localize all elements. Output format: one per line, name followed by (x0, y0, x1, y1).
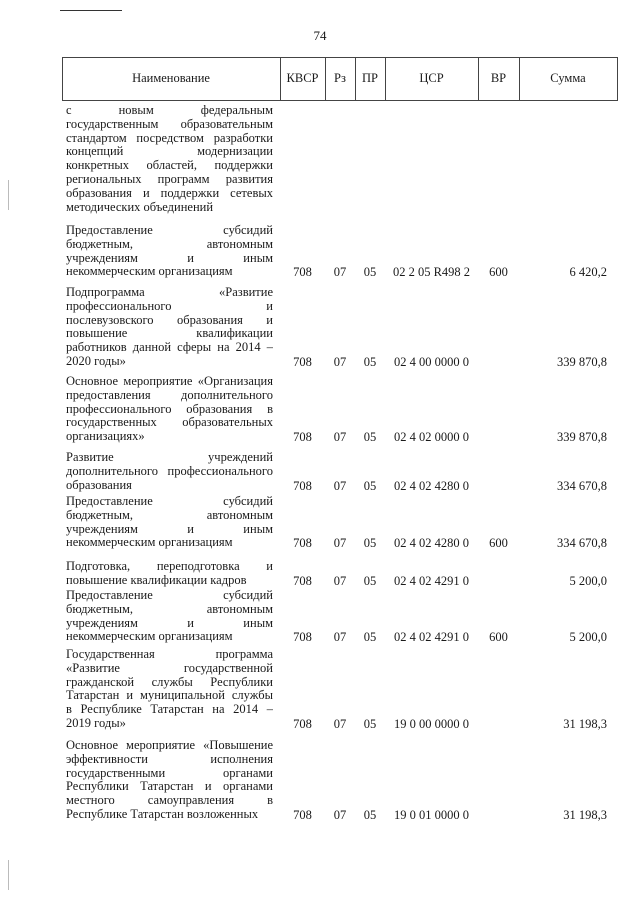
sum-cell: 31 198,3 (563, 808, 607, 822)
row-name-line: эффективности исполнения (66, 752, 273, 766)
row-name-line: Государственная программа (66, 648, 273, 661)
row-name-line: концепций модернизации (66, 145, 273, 159)
rz-cell: 07 (333, 265, 347, 280)
header-sum: Сумма (550, 71, 586, 85)
row-name-line: учреждениям и иным (66, 251, 273, 265)
row-name-line: с новым федеральным (66, 104, 273, 117)
page-number: 74 (313, 28, 327, 43)
row-name (66, 589, 273, 644)
sum-cell: 6 420,2 (569, 265, 607, 280)
row-name-line: государственных образовательных (66, 416, 273, 430)
row-name (66, 739, 273, 822)
row-name-line: предоставления дополнительного (66, 388, 273, 402)
pr-cell: 05 (363, 573, 377, 588)
rz-cell: 07 (333, 808, 347, 822)
top-rule (60, 10, 122, 11)
row-name-line: 2020 годы» (66, 354, 126, 368)
rz-cell: 07 (333, 630, 347, 645)
sum-cell: 334 670,8 (557, 536, 607, 551)
row-name-line: учреждениям и иным (66, 522, 273, 536)
row-name-line: Республики Татарстан и органами (66, 780, 273, 794)
row-name-line: образования и поддержки сетевых (66, 186, 273, 200)
row-name-line: региональных программ развития (66, 172, 273, 186)
row-name-line: повышение квалификации (66, 327, 273, 341)
kvsr-cell: 708 (293, 573, 312, 588)
row-name-line: некоммерческим организациям (66, 536, 233, 550)
kvsr-cell: 708 (293, 808, 312, 822)
row-name-line: некоммерческим организациям (66, 265, 233, 279)
row-name-line: стандартом посредством разработки (66, 131, 273, 145)
csr-cell: 02 4 02 4291 0 (394, 630, 469, 645)
header-kvsr: КВСР (286, 71, 319, 85)
row-name-line: образования (66, 478, 132, 492)
csr-cell: 02 4 02 4280 0 (394, 536, 469, 551)
header-pr: ПР (362, 71, 378, 85)
row-name (66, 495, 273, 550)
header-rz: Рз (334, 71, 346, 85)
rz-cell: 07 (333, 355, 347, 369)
row-name-line: Развитие учреждений (66, 451, 273, 464)
header-name: Наименование (132, 71, 210, 85)
csr-cell: 02 2 05 R498 2 (392, 265, 471, 280)
margin-mark (8, 860, 9, 890)
kvsr-cell: 708 (293, 630, 312, 645)
row-name-line: гражданской службы Республики (66, 675, 273, 689)
header-vr: ВР (490, 71, 507, 85)
rz-cell: 07 (333, 478, 347, 493)
row-name-line: дополнительного профессионального (66, 464, 273, 478)
margin-mark (8, 180, 9, 210)
row-name-line: Предоставление субсидий (66, 495, 273, 508)
row-name-line: некоммерческим организациям (66, 630, 233, 644)
sum-cell: 339 870,8 (557, 430, 607, 445)
row-name-line: бюджетным, автономным (66, 602, 273, 616)
vr-cell: 600 (489, 536, 508, 551)
kvsr-cell: 708 (293, 265, 312, 280)
csr-cell: 19 0 01 0000 0 (394, 808, 469, 822)
vr-cell: 600 (489, 265, 508, 280)
row-name-line: повышение квалификации кадров (66, 573, 247, 587)
kvsr-cell: 708 (293, 478, 312, 493)
sum-cell: 31 198,3 (563, 717, 607, 731)
csr-cell: 02 4 02 0000 0 (394, 430, 469, 445)
sum-cell: 5 200,0 (569, 630, 607, 645)
header-csr: ЦСР (419, 71, 444, 85)
pr-cell: 05 (363, 478, 377, 493)
row-name-line: Республике Татарстан возложенных (66, 807, 259, 821)
sum-cell: 334 670,8 (557, 478, 607, 493)
row-name-line: в Республике Татарстан на 2014 – (66, 703, 273, 717)
row-name-line: организациях» (66, 430, 145, 444)
row-name-line: Предоставление субсидий (66, 224, 273, 237)
rz-cell: 07 (333, 717, 347, 731)
kvsr-cell: 708 (293, 536, 312, 551)
row-name (66, 560, 273, 588)
kvsr-cell: 708 (293, 355, 312, 369)
row-name-line: конкретных областей, поддержки (66, 159, 273, 173)
pr-cell: 05 (363, 355, 377, 369)
row-name-line: Татарстан и муниципальной службы (66, 689, 273, 703)
pr-cell: 05 (363, 536, 377, 551)
rz-cell: 07 (333, 536, 347, 551)
row-name-line: Подпрограмма «Развитие (66, 286, 273, 299)
csr-cell: 02 4 02 4291 0 (394, 573, 469, 588)
row-name-line: методических объединений (66, 200, 214, 214)
row-name-line: Основное мероприятие «Организация (66, 375, 273, 388)
rz-cell: 07 (333, 430, 347, 445)
row-name-line: бюджетным, автономным (66, 508, 273, 522)
pr-cell: 05 (363, 717, 377, 731)
row-name-line: послевузовского образования и (66, 313, 273, 327)
vr-cell: 600 (489, 630, 508, 645)
pr-cell: 05 (363, 265, 377, 280)
row-name-line: профессионального образования в (66, 402, 273, 416)
csr-cell: 02 4 00 0000 0 (394, 355, 469, 369)
kvsr-cell: 708 (293, 430, 312, 445)
row-name (66, 451, 273, 492)
kvsr-cell: 708 (293, 717, 312, 731)
csr-cell: 02 4 02 4280 0 (394, 478, 469, 493)
row-name-line: государственными органами (66, 766, 273, 780)
row-name (66, 286, 273, 369)
row-name-line: Подготовка, переподготовка и (66, 560, 273, 573)
row-name-line: государственным образовательным (66, 117, 273, 131)
row-name-line: «Развитие государственной (66, 661, 273, 675)
sum-cell: 5 200,0 (569, 573, 607, 588)
pr-cell: 05 (363, 808, 377, 822)
row-name (66, 224, 273, 279)
row-name-line: работников данной сферы на 2014 – (66, 341, 273, 355)
row-name-line: бюджетным, автономным (66, 237, 273, 251)
row-name (66, 375, 273, 444)
row-name-line: учреждениям и иным (66, 616, 273, 630)
csr-cell: 19 0 00 0000 0 (394, 717, 469, 731)
sum-cell: 339 870,8 (557, 355, 607, 369)
row-name-line: местного самоуправления в (66, 794, 273, 808)
row-name (66, 648, 273, 731)
row-name-line: Основное мероприятие «Повышение (66, 739, 273, 752)
row-name-line: Предоставление субсидий (66, 589, 273, 602)
row-name (66, 104, 273, 214)
pr-cell: 05 (363, 430, 377, 445)
row-name-line: профессионального и (66, 299, 273, 313)
rz-cell: 07 (333, 573, 347, 588)
row-name-line: 2019 годы» (66, 716, 126, 730)
pr-cell: 05 (363, 630, 377, 645)
